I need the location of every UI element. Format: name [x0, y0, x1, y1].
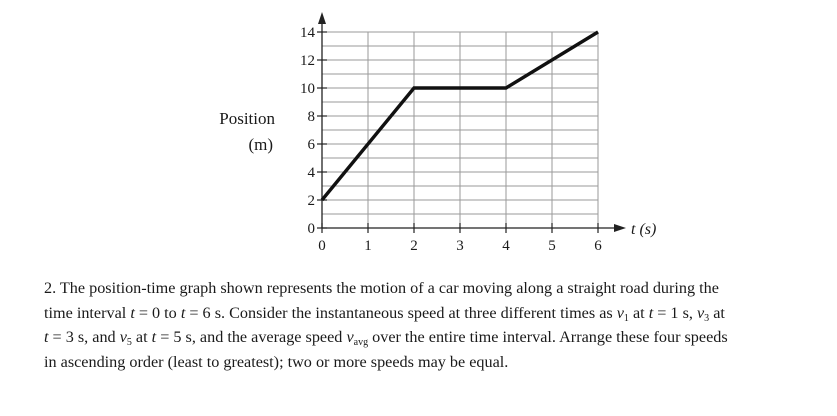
y-tick-label-10: 10: [300, 81, 315, 97]
y-tick-label-14: 14: [300, 25, 315, 41]
x-tick-label-2: 2: [410, 238, 418, 254]
question-line-3: t = 3 s, and $v_5$ at t = 5 s, and the average speed $v_{avg}$ over the entire time interval. Arrange these four speeds: [44, 328, 728, 348]
question-line-4: in ascending order (least to greatest); two or more speeds may be equal.: [44, 352, 509, 371]
y-axis-label-line2: (m): [248, 135, 273, 154]
x-tick-label-3: 3: [456, 238, 464, 254]
y-tick-label-0: 0: [307, 221, 315, 237]
grid-lines: [322, 32, 598, 228]
y-axis-label-line1: Position: [219, 109, 275, 128]
y-axis-arrowhead: [318, 12, 326, 24]
y-tick-label-8: 8: [307, 109, 315, 125]
y-axis-ticks: [300, 25, 327, 237]
x-tick-label-5: 5: [548, 238, 556, 254]
x-tick-label-0: 0: [318, 238, 326, 254]
x-tick-label-6: 6: [594, 238, 602, 254]
x-axis-arrowhead: [614, 224, 626, 232]
x-tick-label-1: 1: [364, 238, 372, 254]
question-line-2: time interval t = 0 to t = 6 s. Consider the instantaneous speed at three different times as $v_1$ at t = 1 s, $v_3$ at: [44, 303, 725, 324]
question-text: [44, 276, 824, 374]
y-tick-label-4: 4: [307, 165, 315, 181]
x-axis-label: t (s): [631, 221, 657, 238]
y-tick-label-12: 12: [300, 53, 315, 69]
x-tick-label-4: 4: [502, 238, 510, 254]
y-tick-label-6: 6: [307, 137, 315, 153]
y-tick-label-2: 2: [307, 193, 315, 209]
question-line-1: 2. The position-time graph shown represents the motion of a car moving along a straight road during the: [44, 279, 719, 297]
